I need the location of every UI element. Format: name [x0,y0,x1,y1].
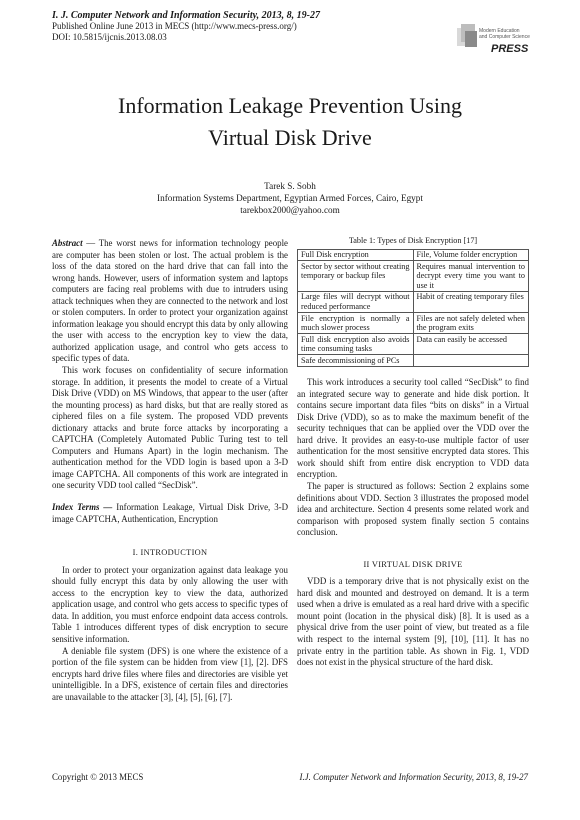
table-cell-full-disk: Full disk encryption also avoids time consuming tasks [298,334,414,355]
table-cell-full-disk: Large files will decrypt without reduced performance [298,291,414,312]
index-terms [52,502,288,525]
index-terms-text: Information Leakage, Virtual Disk Drive, 3-D image CAPTCHA, Authentication, Encryption [52,502,289,524]
abstract-paragraph [52,238,288,365]
author-affiliation: Information Systems Department, Egyptian Armed Forces, Cairo, Egypt [157,193,423,203]
title-line-2: Virtual Disk Drive [208,125,372,150]
table-cell-file-volume: Files are not safely deleted when the program exits [413,313,529,334]
encryption-types-table [297,249,529,368]
table-row [298,313,529,334]
table-cell-full-disk: File encryption is normally a much slower process [298,313,414,334]
vdd-heading: II VIRTUAL DISK DRIVE [363,559,463,569]
right-paragraph-1: This work introduces a security tool called “SecDisk” to find an integrated secure way to generate and hide disk portion. It contains secure important data files “bits on disks” in a Virtual Disk Drive (VDD), so as to make the maximum benefit of the security techniques that can be applied over the VDD over the hard drive. It provides an easy-to-use multiple factor of user authentication for the most sensitive encrypted data stores. This work should shift from entire disk encryption to VDD data encryption. [297,377,529,480]
vdd-paragraph-1: VDD is a temporary drive that is not physically exist on the hard disk and mounted and destroyed on demand. It is a term used when a drive is emulated as a real hard drive with a specific mount point (location in the physical disk) [8]. It is used as a physical drive from the user point of view, but treated as a file with respect to the internal system [9], [10], [11]. It has no private entry in the partition table. As shown in Fig. 1, VDD does not exist in the physical structure of the hard disk. [297,576,529,668]
table-caption: Table 1: Types of Disk Encryption [17] [348,236,478,245]
table-cell-full-disk: Full Disk encryption [298,249,414,261]
logo-line1: Modern Education [479,28,520,34]
table-cell-file-volume: Requires manual intervention to decrypt every time you want to use it [413,261,529,292]
table-row [298,355,529,367]
abstract-label: Abstract [52,238,83,248]
table-cell-file-volume: File, Volume folder encryption [413,249,529,261]
intro-paragraph-2: A deniable file system (DFS) is one where the existence of a portion of the file system can be hidden from view [1], [2]. DFS encrypts hard drive files where files and directories are visible yet unintelligible. In a DFS, existence of certain files and directories are unavailable to the attacker [3], [4], [5], [6], [7]. [52,645,288,702]
table-row [298,334,529,355]
table-row [298,291,529,312]
logo-word: PRESS [491,43,529,55]
title-line-1: Information Leakage Prevention Using [118,93,462,118]
abstract-text: — The worst news for information technology people are computer has been stolen or lost. The actual problem is the loss of the data stored on the hard drive that can fall into the wrong hands. However, users of information system and laptops computers are facing real problems with due to intruders using attack techniques when they are connected to the network and lost or stolen computers. In order to protect your organization against information leakage you should encrypt this data by only allowing the user with access to the encryption key to view the data, authorized application usage, and control who gets access to specific types of data. [52,238,288,364]
table-row [298,249,529,261]
journal-header [52,10,472,43]
published-line: Published Online June 2013 in MECS (http://www.mecs-press.org/) [52,21,297,31]
intro-heading: I. INTRODUCTION [132,548,208,558]
logo-line2: and Computer Science [479,34,530,40]
intro-paragraph-1: In order to protect your organization against data leakage you should fully encrypt this data by only allowing the user with access to the encryption key to view the data, authorized application usage, and control who gets access to specific types of data. In addition, you must enforce endpoint data access controls. Table 1 introduces different types of disk encryption to secure sensitive information. [52,564,288,644]
footer-citation: I.J. Computer Network and Information Security, 2013, 8, 19-27 [299,772,528,782]
author-block [40,180,540,216]
table-row [298,261,529,292]
table-cell-file-volume: Habit of creating temporary files [413,291,529,312]
doi-line: DOI: 10.5815/ijcnis.2013.08.03 [52,32,167,42]
author-email: tarekbox2000@yahoo.com [240,205,340,215]
paper-title [40,90,540,154]
mecs-press-logo [455,22,533,62]
table-cell-full-disk: Safe decommissioning of PCs [298,355,414,367]
right-column [297,235,529,669]
table-cell-file-volume [413,355,529,367]
index-terms-label: Index Terms — [52,502,113,513]
right-paragraph-2: The paper is structured as follows: Section 2 explains some definitions about VDD. Section 3 illustrates the proposed model idea and architecture. Section 4 presents some related work and comparison with proposed system finally section 5 contains conclusion. [297,481,529,538]
journal-name: I. J. Computer Network and Information Security, 2013, 8, 19-27 [52,10,320,21]
table-cell-full-disk: Sector by sector without creating temporary or backup files [298,261,414,292]
footer-copyright: Copyright © 2013 MECS [52,772,144,782]
table-cell-file-volume: Data can easily be accessed [413,334,529,355]
author-name: Tarek S. Sobh [264,181,316,191]
left-column [52,238,288,703]
abstract-paragraph-2: This work focuses on confidentiality of secure information storage. In addition, it presents the model to create of a Virtual Disk Drive (VDD) on MS Windows, that appear to the user (after the mounting process) as hard disks, but that are really stored as ciphered files on a file system. The proposed VDD prevents dictionary attacks and brute force attacks by incorporating a CAPTCHA (Completely Automated Public Turing test to tell Computers and Humans Apart) in the login mechanism. The authentication method for the VDD login is based upon a 3-D image CAPTCHA. All components of this work are integrated in one security VDD tool called “SecDisk”. [52,365,288,491]
